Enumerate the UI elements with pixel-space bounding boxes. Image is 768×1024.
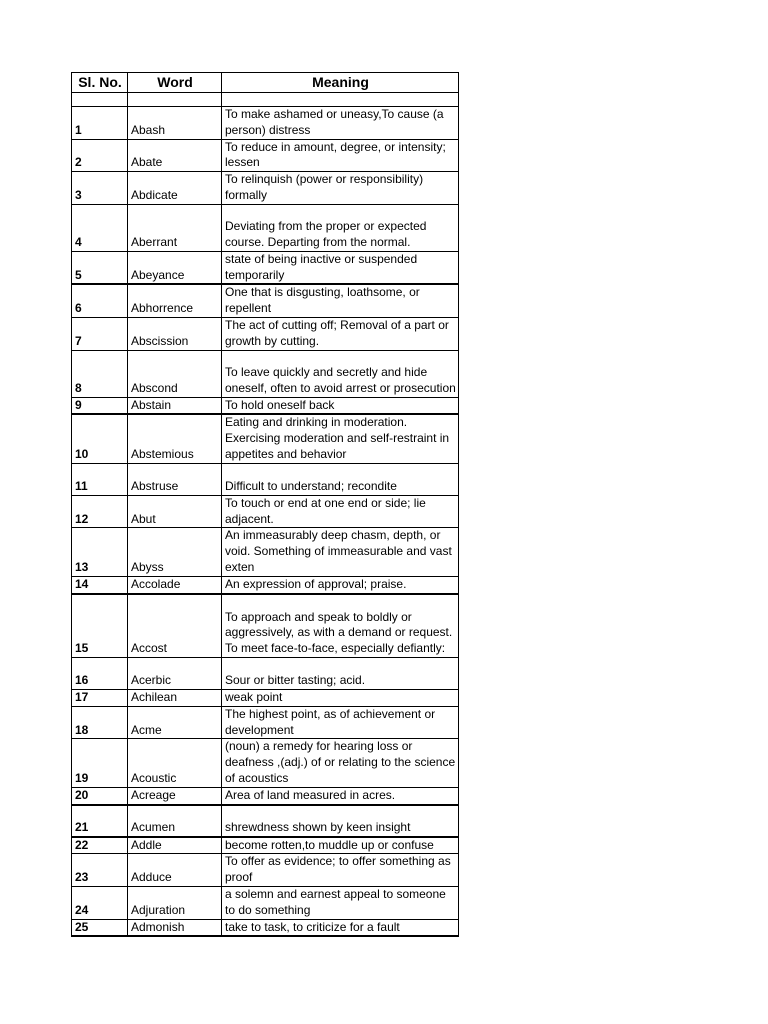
table-row (72, 690, 459, 707)
header-row (72, 73, 459, 93)
header-sl-no: Sl. No. (72, 73, 128, 93)
word-cell: Adjuration (128, 887, 222, 920)
meaning-cell: Eating and drinking in moderation. Exercising moderation and self-restraint in appetites and behavior (222, 414, 459, 463)
vocabulary-table (71, 72, 459, 937)
table-row (72, 919, 459, 936)
meaning-cell: To leave quickly and secretly and hide oneself, often to avoid arrest or prosecution (222, 350, 459, 397)
sl-no-cell: 9 (72, 397, 128, 414)
meaning-cell: To make ashamed or uneasy,To cause (a person) distress (222, 107, 459, 140)
sl-no-cell: 6 (72, 284, 128, 317)
table-row (72, 251, 459, 284)
empty-cell (222, 93, 459, 107)
sl-no-cell: 4 (72, 204, 128, 251)
word-cell: Accolade (128, 576, 222, 593)
table-row (72, 397, 459, 414)
table-row (72, 107, 459, 140)
sl-no-cell: 22 (72, 837, 128, 854)
word-cell: Abstain (128, 397, 222, 414)
sl-no-cell: 3 (72, 172, 128, 205)
meaning-cell: a solemn and earnest appeal to someone to do something (222, 887, 459, 920)
meaning-cell: state of being inactive or suspended temporarily (222, 251, 459, 284)
sl-no-cell: 14 (72, 576, 128, 593)
table-row (72, 414, 459, 463)
table-row (72, 463, 459, 495)
table-row (72, 172, 459, 205)
meaning-cell: The act of cutting off; Removal of a part or growth by cutting. (222, 317, 459, 350)
sl-no-cell: 7 (72, 317, 128, 350)
word-cell: Adduce (128, 854, 222, 887)
meaning-cell: Deviating from the proper or expected course. Departing from the normal. (222, 204, 459, 251)
word-cell: Acerbic (128, 658, 222, 690)
table-row (72, 739, 459, 787)
word-cell: Abate (128, 139, 222, 172)
sl-no-cell: 10 (72, 414, 128, 463)
word-cell: Abyss (128, 528, 222, 576)
sl-no-cell: 20 (72, 787, 128, 804)
word-cell: Abscission (128, 317, 222, 350)
sl-no-cell: 18 (72, 706, 128, 739)
meaning-cell: The highest point, as of achievement or development (222, 706, 459, 739)
table-row (72, 576, 459, 593)
meaning-cell: An expression of approval; praise. (222, 576, 459, 593)
empty-row (72, 93, 459, 107)
word-cell: Achilean (128, 690, 222, 707)
sl-no-cell: 16 (72, 658, 128, 690)
word-cell: Acreage (128, 787, 222, 804)
word-cell: Abash (128, 107, 222, 140)
table-row (72, 350, 459, 397)
sl-no-cell: 24 (72, 887, 128, 920)
word-cell: Accost (128, 594, 222, 658)
meaning-cell: To relinquish (power or responsibility) formally (222, 172, 459, 205)
sl-no-cell: 11 (72, 463, 128, 495)
table-row (72, 204, 459, 251)
word-cell: Aberrant (128, 204, 222, 251)
meaning-cell: Sour or bitter tasting; acid. (222, 658, 459, 690)
table-row (72, 594, 459, 658)
word-cell: Abeyance (128, 251, 222, 284)
sl-no-cell: 15 (72, 594, 128, 658)
meaning-cell: To reduce in amount, degree, or intensity; lessen (222, 139, 459, 172)
header-word: Word (128, 73, 222, 93)
sl-no-cell: 25 (72, 919, 128, 936)
meaning-cell: An immeasurably deep chasm, depth, or void. Something of immeasurable and vast exten (222, 528, 459, 576)
sl-no-cell: 21 (72, 805, 128, 837)
sl-no-cell: 1 (72, 107, 128, 140)
table-row (72, 528, 459, 576)
sl-no-cell: 12 (72, 495, 128, 528)
empty-cell (128, 93, 222, 107)
sl-no-cell: 2 (72, 139, 128, 172)
table-row (72, 787, 459, 804)
meaning-cell: become rotten,to muddle up or confuse (222, 837, 459, 854)
table-row (72, 495, 459, 528)
meaning-cell: One that is disgusting, loathsome, or repellent (222, 284, 459, 317)
word-cell: Abdicate (128, 172, 222, 205)
word-cell: Abhorrence (128, 284, 222, 317)
table-row (72, 139, 459, 172)
meaning-cell: To approach and speak to boldly or aggressively, as with a demand or request. To meet face-to-face, especially defiantly: (222, 594, 459, 658)
sl-no-cell: 19 (72, 739, 128, 787)
sl-no-cell: 17 (72, 690, 128, 707)
table-row (72, 837, 459, 854)
word-cell: Abstruse (128, 463, 222, 495)
empty-cell (72, 93, 128, 107)
table-row (72, 887, 459, 920)
sl-no-cell: 23 (72, 854, 128, 887)
word-cell: Acumen (128, 805, 222, 837)
sl-no-cell: 13 (72, 528, 128, 576)
meaning-cell: (noun) a remedy for hearing loss or deafness ,(adj.) of or relating to the science of acoustics (222, 739, 459, 787)
header-meaning: Meaning (222, 73, 459, 93)
meaning-cell: To offer as evidence; to offer something as proof (222, 854, 459, 887)
sl-no-cell: 8 (72, 350, 128, 397)
meaning-cell: take to task, to criticize for a fault (222, 919, 459, 936)
word-cell: Abstemious (128, 414, 222, 463)
meaning-cell: shrewdness shown by keen insight (222, 805, 459, 837)
table-row (72, 854, 459, 887)
table-row (72, 317, 459, 350)
table-row (72, 706, 459, 739)
meaning-cell: To hold oneself back (222, 397, 459, 414)
meaning-cell: Area of land measured in acres. (222, 787, 459, 804)
meaning-cell: Difficult to understand; recondite (222, 463, 459, 495)
word-cell: Acoustic (128, 739, 222, 787)
word-cell: Addle (128, 837, 222, 854)
word-cell: Acme (128, 706, 222, 739)
word-cell: Abut (128, 495, 222, 528)
meaning-cell: To touch or end at one end or side; lie adjacent. (222, 495, 459, 528)
word-cell: Admonish (128, 919, 222, 936)
table-row (72, 805, 459, 837)
word-cell: Abscond (128, 350, 222, 397)
table-row (72, 658, 459, 690)
meaning-cell: weak point (222, 690, 459, 707)
table-row (72, 284, 459, 317)
sl-no-cell: 5 (72, 251, 128, 284)
